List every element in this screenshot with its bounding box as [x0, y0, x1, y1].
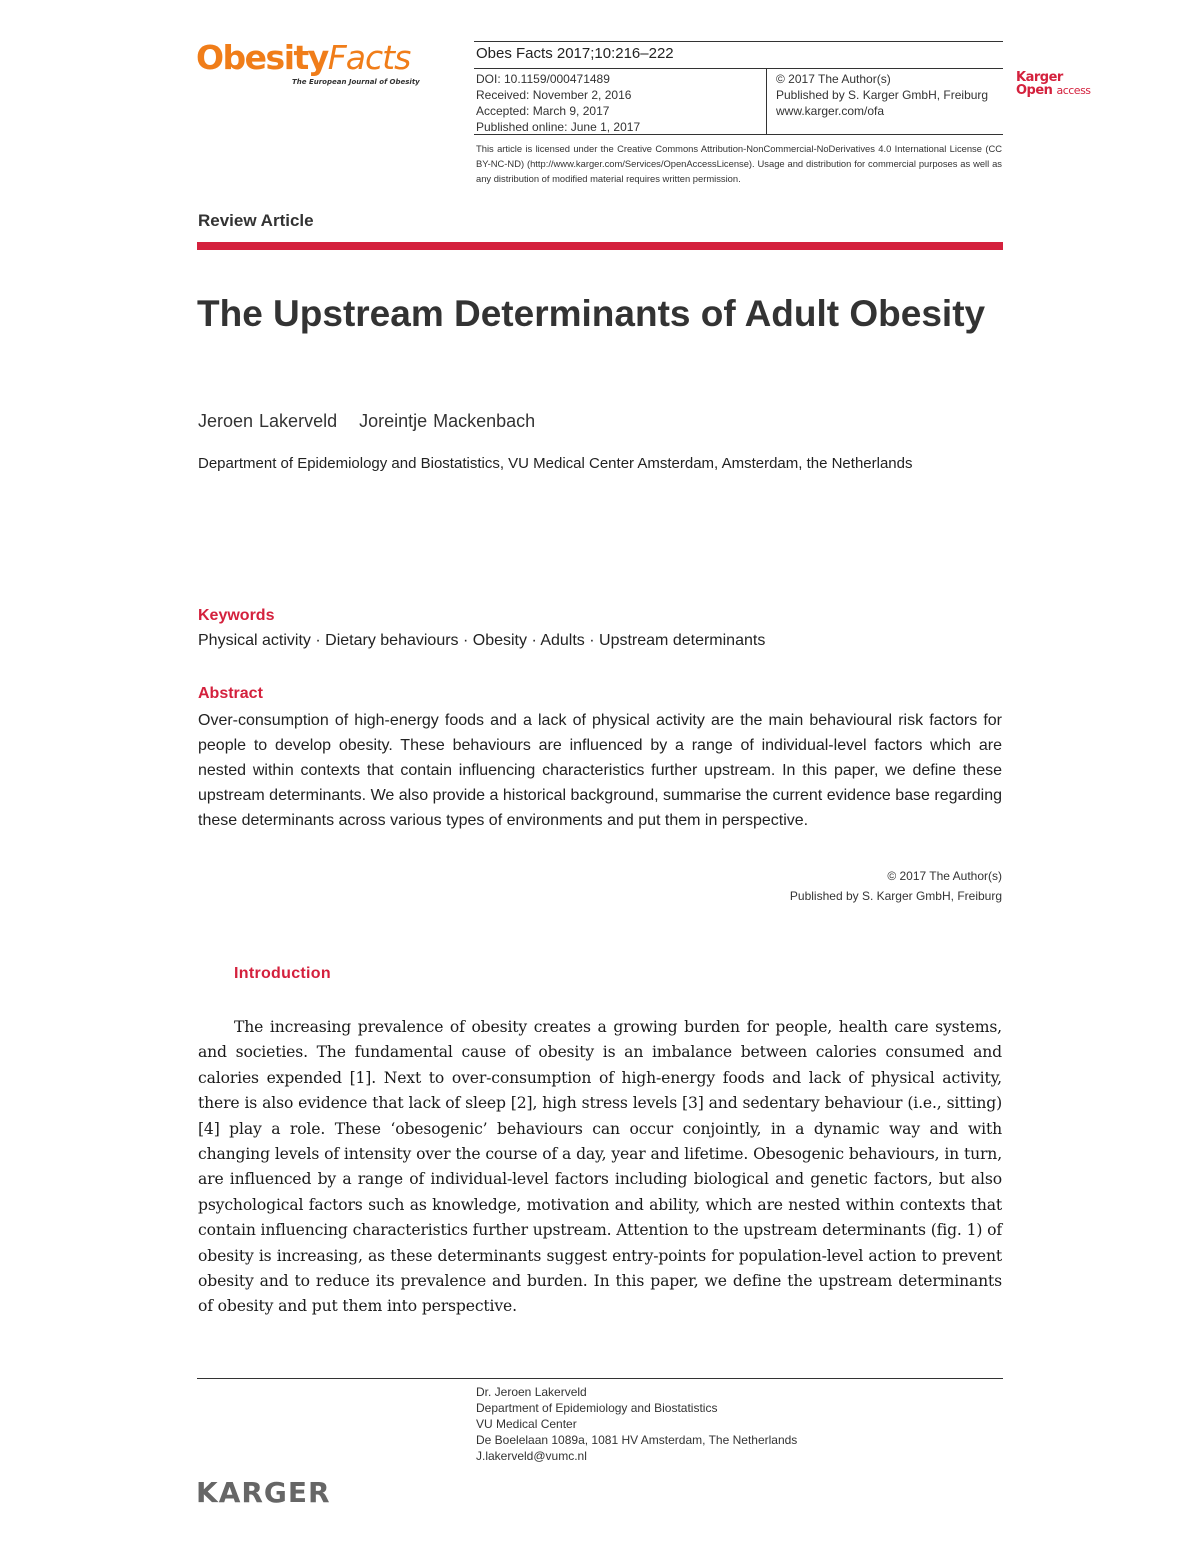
- copyright-line: © 2017 The Author(s): [776, 72, 891, 86]
- article-type: Review Article: [198, 211, 314, 230]
- header-divider: [766, 68, 767, 134]
- introduction-paragraph: The increasing prevalence of obesity creates a growing burden for people, health care systems, and societies. The fundamental cause of obesity is an imbalance between calories consumed and calories expended [1]. Next to over-consumption of high-energy foods and lack of physical activity, there is also evidence that lack of sleep [2], high stress levels [3] and sedentary behaviour (i.e., sitting) [4] play a role. These ‘obesogenic’ behaviours can occur conjointly, in a dynamic way and with changing levels of intensity over the course of a day, year and lifetime. Obesogenic behaviours, in turn, are influenced by a range of individual-level factors including biological and genetic factors, but also psychological factors such as knowledge, motivation and ability, which are nested within contexts that contain influencing characteristics further upstream. Attention to the upstream determinants (fig. 1) of obesity is increasing, as these determinants suggest entry-points for population-level action to prevent obesity and to reduce its prevalence and burden. In this paper, we define the upstream determinants of obesity and put them into perspective.: [198, 1018, 1002, 1316]
- abstract-heading: Abstract: [198, 685, 263, 702]
- journal-url[interactable]: www.karger.com/ofa: [776, 104, 885, 118]
- footer-rule: [197, 1378, 1003, 1379]
- received-line: Received: November 2, 2016: [476, 88, 632, 102]
- logo-word-obesity: Obesity: [196, 38, 328, 77]
- correspondence-address: [476, 1384, 797, 1464]
- header-mid-rule: [474, 68, 1003, 69]
- abstract-publisher-line: Published by S. Karger GmbH, Freiburg: [789, 889, 1002, 903]
- logo-subtitle: The European Journal of Obesity: [292, 78, 420, 86]
- karger-open-access-logo: [1016, 72, 1126, 98]
- header-top-rule: [474, 41, 1003, 42]
- abstract-copyright: [700, 866, 1002, 906]
- keywords-heading: Keywords: [198, 607, 275, 624]
- doi-line: DOI: 10.1159/000471489: [476, 72, 610, 86]
- karger-logo: KARGER: [196, 1476, 331, 1509]
- published-line: Published online: June 1, 2017: [476, 120, 641, 134]
- corresp-name: Dr. Jeroen Lakerveld: [476, 1385, 587, 1399]
- abstract-copyright-line: © 2017 The Author(s): [887, 869, 1002, 883]
- article-title: The Upstream Determinants of Adult Obesity: [197, 293, 986, 334]
- corresp-institution: VU Medical Center: [476, 1417, 577, 1431]
- accepted-line: Accepted: March 9, 2017: [476, 104, 610, 118]
- section-bar: [197, 242, 1003, 250]
- oa-logo-karger: Karger: [1016, 70, 1063, 85]
- corresp-email[interactable]: J.lakerveld@vumc.nl: [476, 1449, 587, 1463]
- publisher-line: Published by S. Karger GmbH, Freiburg: [776, 88, 989, 102]
- oa-logo-access: access: [1056, 84, 1091, 97]
- copyright-block: [776, 71, 988, 119]
- header-bottom-rule: [474, 134, 1003, 135]
- introduction-heading: Introduction: [234, 965, 331, 982]
- logo-word-facts: Facts: [327, 38, 411, 77]
- license-text: This article is licensed under the Creative Commons Attribution-NonCommercial-NoDerivatives 4.0 International License (CC BY-NC-ND) (http://www.karger.com/Services/OpenAccessLicense). Usage and distribution for commercial purposes as well as any distribution of modified material requires written permission.: [476, 143, 1002, 184]
- author-name: Jeroen Lakerveld: [198, 411, 338, 431]
- journal-logo: [196, 40, 426, 100]
- publication-dates: [476, 71, 640, 135]
- corresp-street: De Boelelaan 1089a, 1081 HV Amsterdam, The Netherlands: [476, 1433, 798, 1447]
- author-list: [198, 411, 535, 432]
- corresp-department: Department of Epidemiology and Biostatistics: [476, 1401, 718, 1415]
- journal-citation: Obes Facts 2017;10:216–222: [476, 45, 674, 62]
- keywords-list: Physical activity · Dietary behaviours · Obesity · Adults · Upstream determinants: [198, 632, 766, 649]
- oa-logo-open: Open: [1016, 83, 1053, 98]
- abstract-text: Over-consumption of high-energy foods and a lack of physical activity are the main behavioural risk factors for people to develop obesity. These behaviours are influenced by a range of individual-level factors which are nested within contexts that contain influencing characteristics further upstream. In this paper, we define these upstream determinants. We also provide a historical background, summarise the current evidence base regarding these determinants across various types of environments and put them in perspective.: [198, 712, 1002, 829]
- author-name: Joreintje Mackenbach: [359, 411, 536, 431]
- affiliation: Department of Epidemiology and Biostatistics, VU Medical Center Amsterdam, Amsterdam, the Netherlands: [198, 455, 913, 472]
